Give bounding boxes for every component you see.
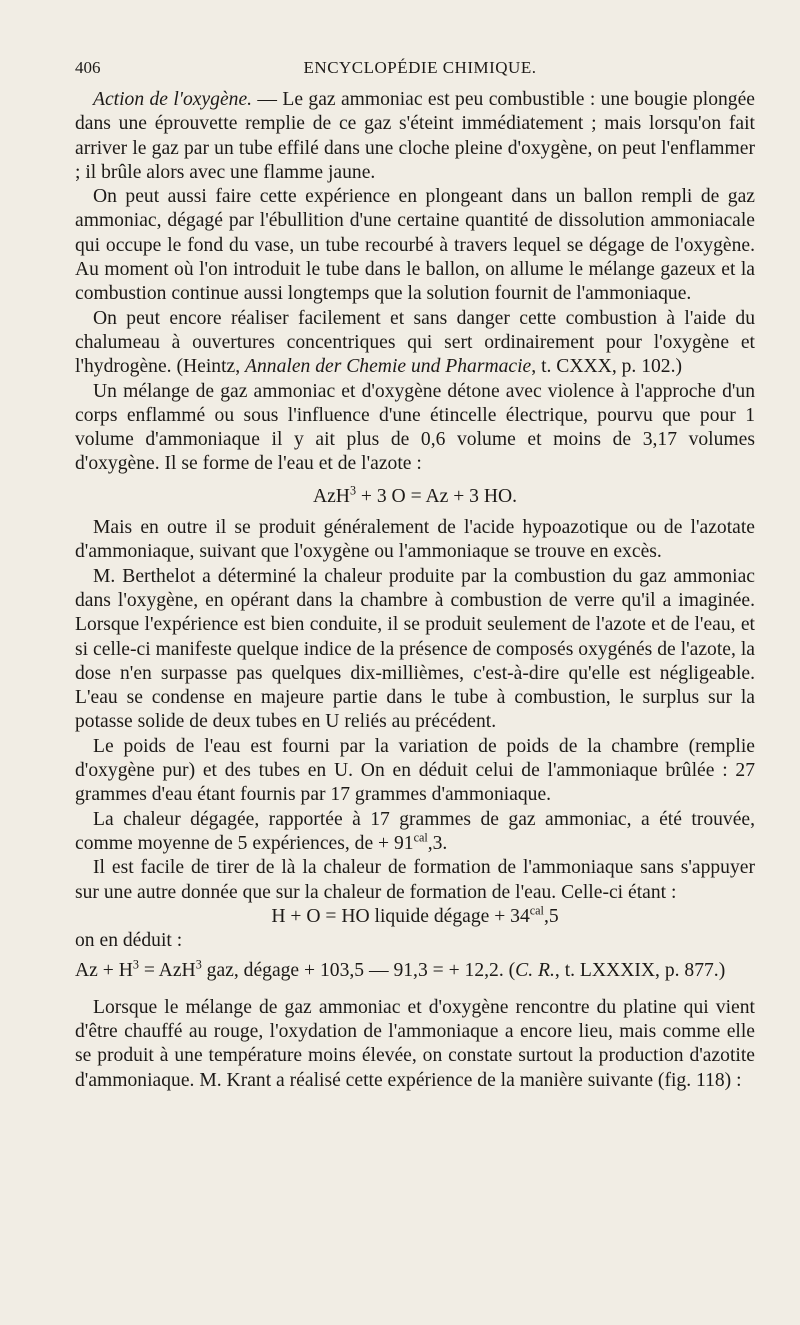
paragraph-formation-heat: Il est facile de tirer de là la chaleur de formation de l'ammoniaque sans s'appuyer sur une autre donnée que sur la chaleur de formation de l'eau. Celle-ci étant : [75,857,755,903]
journal-title: Annalen der Chemie und Pharmacie [245,356,532,378]
paragraph-heat-measured: La chaleur dégagée, rapportée à 17 grammes de gaz ammoniac, a été trouvée, comme moyenne de 5 expériences, de + $91^{cal},3$. [75,808,755,854]
citation-ref: C. R. [515,960,555,982]
paragraph-byproducts: Mais en outre il se produit généralement de l'acide hypoazotique ou de l'azotate d'ammoniaque, suivant que l'oxygène ou l'ammoniaque se trouve en excès. [75,517,755,563]
paragraph-balloon-experiment: On peut aussi faire cette expérience en plongeant dans un ballon rempli de gaz ammoniac, dégagé par l'ébullition d'une certaine quantité de dissolution ammoniacale qui occupe le fond du vase, un tube recourbé à travers lequel se dégage de l'oxygène. Au moment où l'on introduit le tube dans le ballon, on allume le mélange gazeux et la combustion continue aussi longtemps que la solution fournit de l'ammoniaque. [75,186,755,305]
page-header [75,58,765,80]
paragraph-platinum: Lorsque le mélange de gaz ammoniac et d'oxygène rencontre du platine qui vient d'être chauffé au rouge, l'oxydation de l'ammoniaque a encore lieu, mais comme elle se produit à une température moins élevée, on constate surtout la production d'azotite d'ammoniaque. M. Krant a réalisé cette expérience de la manière suivante (fig. 118) : [75,996,755,1091]
running-title: ENCYCLOPÉDIE CHIMIQUE. [303,58,537,77]
paragraph-water-weight: Le poids de l'eau est fourni par la variation de poids de la chambre (remplie d'oxygène pur) et des tubes en U. On en déduit celui de l'ammoniaque brûlée : 27 grammes d'eau étant fournis par 17 grammes d'ammoniaque. [75,735,755,806]
page-number: 406 [75,58,101,77]
paragraph-text: — Le gaz ammoniac est peu combustible : une bougie plongée dans une éprouvette remplie de ce gaz s'éteint immédiatement ; mais lorsqu'on fait arriver le gaz par un tube effilé dans une cloche pleine d'oxygène, on peut l'enflammer ; il brûle alors avec une flamme jaune. [75,89,755,183]
paragraph-detonation: Un mélange de gaz ammoniac et d'oxygène détone avec violence à l'approche d'un corps enflammé ou sous l'influence d'une étincelle électrique, pourvu que pour 1 volume d'ammoniaque il y ait plus de 0,6 volume et moins de 3,17 volumes d'oxygène. Il se forme de l'eau et de l'azote : [75,380,755,475]
paragraph-berthelot: M. Berthelot a déterminé la chaleur produite par la combustion du gaz ammoniac dans l'oxygène, en opérant dans la chambre à combustion de verre qu'il a imaginée. Lorsque l'expérience est bien conduite, il se produit seulement de l'azote et de l'eau, et si celle-ci manifeste quelque indice de la présence de composés oxygénés de l'azote, la dose n'en surpasse pas quelques dix-millièmes, c'est-à-dire qu'elle est négligeable. L'eau se condense en majeure partie dans le tube à combustion, le surplus sur la potasse solide de deux tubes en U reliés au précédent. [75,565,755,733]
deduction-line: on en déduit : [75,930,183,952]
section-lead: Action de l'oxygène. [93,89,253,110]
paragraph-oxygen-action [75,88,755,185]
paragraph-chalumeau: On peut encore réaliser facilement et sans danger cette combustion à l'aide du chalumeau à ouvertures concentriques qui sert ordinairement pour l'oxygène et l'hydrogène. (Heintz, Annalen der Chemie und Pharmacie, t. CXXX, p. 102.) [75,307,755,378]
equation-combustion: AzH$^3$ + 3 O = Az + 3 HO. [312,483,518,507]
equation-water: H + O = HO liquide dégage + $34^{cal},5$ [271,903,559,927]
body-text [75,88,755,1093]
equation-ammonia-formation: $Az + H^3 = AzH^3$ gaz, dégage + 103,5 — 91,3 = + 12,2. (C. R., t. LXXXIX, p. 877.) [75,957,726,982]
